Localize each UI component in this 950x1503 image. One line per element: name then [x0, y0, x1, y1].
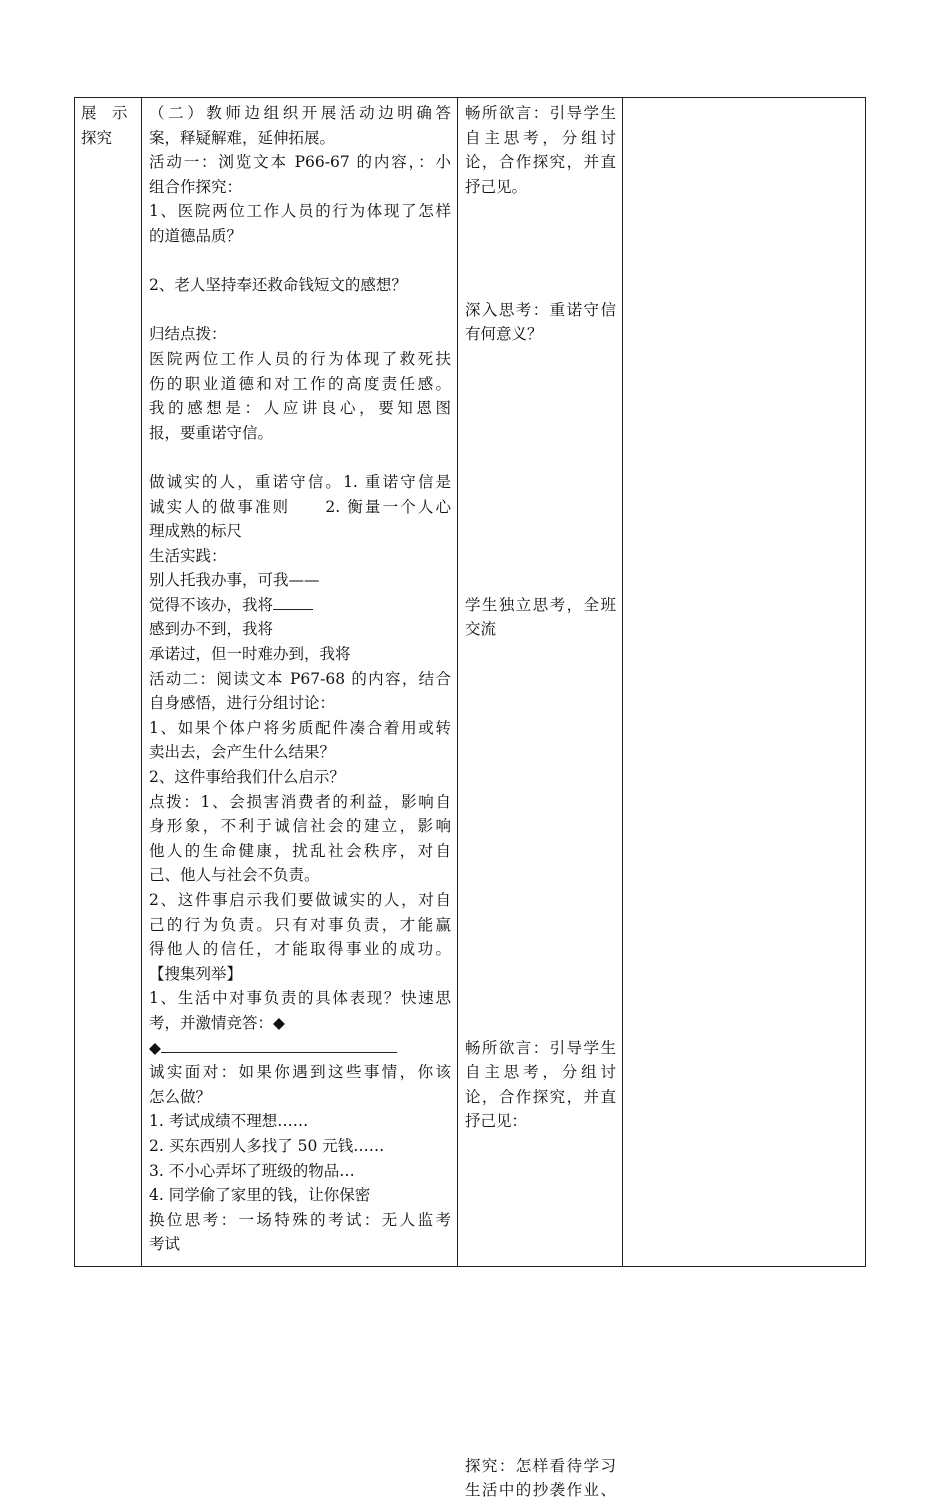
content-line: 2、这件事给我们什么启示？	[149, 768, 345, 787]
content-line: （二）教师边组织开展活动边明确答	[149, 104, 451, 122]
stage-label: 探究	[81, 128, 113, 147]
stage-label: 展 示	[81, 104, 128, 122]
content-line: 案，释疑解难，延伸拓展。	[149, 128, 336, 147]
notes-column	[622, 98, 865, 1266]
content-line: 卖出去，会产生什么结果？	[149, 743, 336, 762]
content-line: 1、医院两位工作人员的行为体现了怎样	[149, 202, 451, 221]
content-line: 报，要重诺守信。	[149, 423, 274, 442]
answer-blank	[161, 1037, 397, 1053]
content-line: 的道德品质？	[149, 226, 243, 245]
content-text: 觉得不该办，我将	[149, 595, 274, 614]
content-line: 组合作探究：	[149, 177, 243, 196]
intent-line: 抒己见：	[465, 1112, 528, 1131]
content-line: 4. 同学偷了家里的钱，让你保密	[149, 1186, 371, 1205]
content-line: 他人的生命健康，扰乱社会秩序，对自	[149, 841, 451, 860]
content-line: 【搜集列举】	[149, 964, 243, 983]
content-line: 生活实践：	[149, 546, 227, 565]
content-line: 得他人的信任，才能取得事业的成功。	[149, 940, 451, 959]
content-line: 己、他人与社会不负责。	[149, 866, 320, 885]
intent-line: 生活中的抄袭作业、	[465, 1481, 616, 1500]
content-line: 换位思考：一场特殊的考试：无人监考	[149, 1210, 451, 1229]
content-line: 2. 买东西别人多找了 50 元钱……	[149, 1136, 385, 1155]
content-line: 1. 考试成绩不理想……	[149, 1112, 309, 1131]
content-line: 2、这件事启示我们要做诚实的人，对自	[149, 891, 451, 909]
answer-blank	[273, 594, 313, 610]
content-line: 我的感想是：人应讲良心，要知恩图	[149, 399, 451, 418]
content-line: 3. 不小心弄坏了班级的物品…	[149, 1161, 355, 1180]
content-text: ◆	[149, 1038, 161, 1057]
intent-line: 畅所欲言：引导学生	[465, 104, 616, 122]
content-line: 活动二：阅读文本 P67-68 的内容，结合	[149, 669, 451, 688]
content-line: 别人托我办事，可我——	[149, 571, 320, 590]
content-line: 1、生活中对事负责的具体表现？快速思	[149, 989, 451, 1008]
content-line: 己的行为负责。只有对事负责，才能赢	[149, 915, 451, 934]
content-line: 活动一：浏览文本 P66-67 的内容，：小	[149, 153, 451, 172]
intent-column	[457, 98, 622, 1500]
stage-column	[75, 98, 141, 1266]
intent-line: 论，合作探究，并直	[465, 153, 616, 172]
content-line: 承诺过，但一时难办到，我将	[149, 645, 351, 664]
content-line	[149, 593, 451, 618]
content-line: 诚实面对：如果你遇到这些事情，你该	[149, 1063, 451, 1082]
content-line: 做诚实的人，重诺守信。1. 重诺守信是	[149, 472, 451, 491]
content-line	[149, 1036, 451, 1061]
content-line: 1、如果个体户将劣质配件凑合着用或转	[149, 718, 451, 737]
intent-line: 自主思考，分组讨	[465, 128, 616, 147]
intent-line: 学生独立思考，全班	[465, 595, 616, 614]
lesson-plan-table	[74, 97, 866, 1500]
content-line: 自身感悟，进行分组讨论：	[149, 694, 336, 713]
intent-line: 交流	[465, 620, 497, 639]
content-line: 怎么做？	[149, 1087, 212, 1106]
intent-line: 论，合作探究，并直	[465, 1087, 616, 1106]
content-line: 2、老人坚持奉还救命钱短文的感想？	[149, 276, 407, 295]
content-line: 点拨：1、会损害消费者的利益，影响自	[149, 792, 451, 811]
content-line: 考试	[149, 1235, 181, 1254]
content-line: 归结点拨：	[149, 325, 227, 344]
intent-line: 探究：怎样看待学习	[465, 1456, 616, 1475]
content-line: 医院两位工作人员的行为体现了救死扶	[149, 349, 451, 368]
intent-line: 畅所欲言：引导学生	[465, 1038, 616, 1057]
content-line: 身形象，不利于诚信社会的建立，影响	[149, 817, 451, 836]
intent-line: 抒己见。	[465, 177, 528, 196]
content-line: 伤的职业道德和对工作的高度责任感。	[149, 374, 451, 393]
intent-line: 深入思考：重诺守信	[465, 300, 616, 319]
content-line: 诚实人的做事准则 2. 衡量一个人心	[149, 497, 451, 516]
content-line: 感到办不到，我将	[149, 620, 274, 639]
content-line: 考，并激情竞答：◆	[149, 1013, 285, 1032]
intent-line: 有何意义？	[465, 325, 543, 344]
content-line: 理成熟的标尺	[149, 522, 243, 541]
content-column	[141, 98, 457, 1266]
intent-line: 自主思考，分组讨	[465, 1063, 616, 1082]
